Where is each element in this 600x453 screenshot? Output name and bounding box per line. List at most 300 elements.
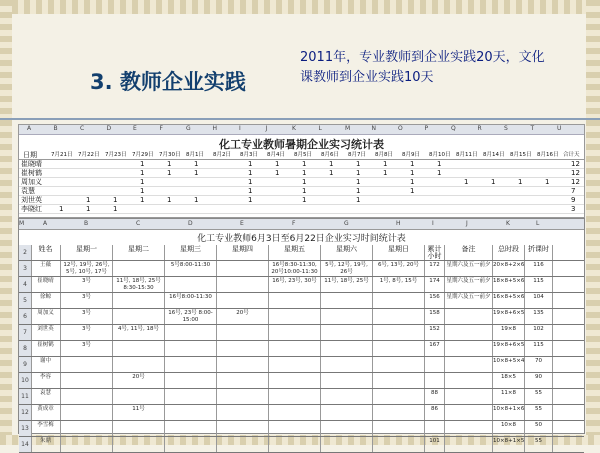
data-cell: 1号, 8号, 15号 [373,277,425,292]
total-cell: 9 [571,196,576,204]
row-number: 10 [19,373,32,388]
data-cell [217,373,269,388]
data-cell [373,293,425,308]
row-number: 7 [19,325,32,340]
table-title: 化工专业教师暑期企业实习统计表 [219,138,384,151]
data-cell [113,341,165,356]
decorative-border-top [0,0,600,14]
data-cell [269,325,321,340]
column-letter: B [84,220,89,227]
table-grid [19,245,584,453]
data-cell: 55 [525,405,553,420]
mark-cell: 1 [248,178,253,186]
data-cell: 11号 [113,405,165,420]
total-cell: 7 [571,187,576,195]
column-letter: D [188,220,193,227]
table-title: 化工专业教师6月3日至6月22日企业实习时间统计表 [197,234,406,244]
data-cell: 16号, 23号, 30号 [269,277,321,292]
data-cell: 李雪梅 [31,421,61,436]
data-cell: 3号 [61,325,113,340]
column-letter: L [536,220,540,227]
column-letter: G [186,125,191,132]
mark-cell: 1 [410,160,415,168]
header-cell: 星期一 [61,245,113,260]
data-cell [269,421,321,436]
data-cell: 16×8+5×6 [493,293,525,308]
mark-cell: 1 [248,160,253,168]
column-header-bar [19,125,584,135]
column-letter: C [136,220,141,227]
date-cell: 8月10日 [429,152,451,158]
column-letter: M [19,220,25,227]
date-cell: 7月21日 [51,152,73,158]
data-cell: 11×8 [493,389,525,404]
table-row [19,389,584,405]
data-cell [217,341,269,356]
data-cell [217,277,269,292]
date-cell: 7月30日 [159,152,181,158]
date-cell: 8月9日 [402,152,420,158]
header-cell: 总时段 [493,245,525,260]
data-cell [445,389,493,404]
data-cell [113,261,165,276]
data-cell [321,341,373,356]
date-label: 日期 [23,151,37,159]
table-row [19,261,584,277]
data-cell: 115 [525,341,553,356]
name-cell: 李晓红 [21,205,42,213]
data-cell: 19×8 [493,325,525,340]
header-cell: 折课时 [525,245,553,260]
data-cell [321,357,373,372]
column-letter: K [292,125,296,132]
data-cell [425,357,445,372]
data-cell: 19×8+6×5 [493,341,525,356]
mark-cell: 1 [194,196,199,204]
data-cell: 152 [425,325,445,340]
mark-cell: 1 [248,169,253,177]
mark-cell: 1 [248,187,253,195]
row-number: 11 [19,389,32,404]
date-cell: 7月22日 [78,152,100,158]
mark-cell: 1 [140,187,145,195]
date-cell: 8月5日 [294,152,312,158]
date-cell: 8月14日 [483,152,505,158]
data-cell [113,421,165,436]
mark-cell: 1 [140,178,145,186]
data-cell [269,293,321,308]
column-letter: D [106,125,112,132]
data-cell: 158 [425,309,445,324]
table-row [19,178,584,187]
data-cell [321,325,373,340]
name-cell: 周加义 [21,178,42,186]
data-cell [445,325,493,340]
data-cell [373,373,425,388]
table-row [19,160,584,169]
data-cell [61,389,113,404]
data-cell [373,325,425,340]
data-cell [373,405,425,420]
mark-cell: 1 [59,205,64,213]
data-cell: 20号 [113,373,165,388]
data-cell [165,389,217,404]
data-cell [165,373,217,388]
mark-cell: 1 [410,169,415,177]
mark-cell: 1 [86,205,91,213]
data-cell [113,389,165,404]
data-cell [269,373,321,388]
data-cell: 星期六及五一前夕 [445,293,493,308]
name-cell: 崔树鹤 [21,169,42,177]
row-number: 4 [19,277,32,292]
data-cell [445,309,493,324]
table-row [19,169,584,178]
data-cell: 90 [525,373,553,388]
data-cell: 10×8+1×6 [493,405,525,420]
data-cell [269,309,321,324]
date-cell: 8月3日 [240,152,258,158]
data-cell [373,389,425,404]
divider [0,118,600,120]
data-cell: 104 [525,293,553,308]
mark-cell: 1 [302,178,307,186]
data-cell: 16号8:30-11:30, 20号10:00-11:30 [269,261,321,276]
table-row [19,437,584,453]
table-row [19,309,584,325]
data-cell: 5号, 12号, 19号, 26号 [321,261,373,276]
data-cell [373,341,425,356]
data-cell: 5号8:00-11:30 [165,261,217,276]
data-cell [165,341,217,356]
data-cell [445,421,493,436]
mark-cell: 1 [167,196,172,204]
data-cell [321,389,373,404]
table-row [19,341,584,357]
data-cell: 16号8:00-11:30 [165,293,217,308]
data-cell: 3号 [61,293,113,308]
column-letter: L [318,125,322,132]
data-cell: 10×8 [493,421,525,436]
data-cell [445,357,493,372]
data-cell: 19×8+6×5 [493,309,525,324]
name-cell: 刘世英 [21,196,42,204]
data-cell: 崔晓晴 [31,277,61,292]
data-cell: 崔树鹤 [31,341,61,356]
data-cell: 167 [425,341,445,356]
total-cell: 12 [571,169,580,177]
data-cell [321,405,373,420]
data-cell [217,293,269,308]
column-letter: A [27,125,32,132]
column-letter: B [53,125,58,132]
data-cell: 18×5 [493,373,525,388]
data-cell: 55 [525,437,553,452]
row-number: 13 [19,421,32,436]
date-cell: 7月23日 [105,152,127,158]
data-cell [445,373,493,388]
data-cell: 6号, 13号, 20号 [373,261,425,276]
data-cell: 袁慧 [31,389,61,404]
date-cell: 8月6日 [321,152,339,158]
mark-cell: 1 [302,169,307,177]
row-number: 14 [19,437,32,452]
mark-cell: 1 [113,196,118,204]
data-cell [165,357,217,372]
total-label: 合计天 [563,152,580,158]
data-cell: 星期六及五一前夕 [445,261,493,276]
data-cell [61,373,113,388]
date-cell: 8月16日 [537,152,559,158]
column-letter: C [80,125,85,132]
data-cell: 116 [525,261,553,276]
column-letter: F [292,220,296,227]
header-cell: 星期五 [269,245,321,260]
table-row [19,357,584,373]
mark-cell: 1 [356,169,361,177]
column-letter: J [265,125,268,132]
table-row [19,405,584,421]
mark-cell: 1 [113,205,118,213]
mark-cell: 1 [383,160,388,168]
column-letter: E [240,220,244,227]
table-row [19,421,584,437]
column-header-bar [19,219,584,230]
mark-cell: 1 [518,178,523,186]
data-cell: 156 [425,293,445,308]
table-row [19,293,584,309]
mark-cell: 1 [302,187,307,195]
header-cell: 星期二 [113,245,165,260]
data-cell [165,405,217,420]
header-cell: 星期六 [321,245,373,260]
mark-cell: 1 [194,169,199,177]
data-cell [445,341,493,356]
column-letter: K [506,220,510,227]
data-cell [217,421,269,436]
data-cell: 王薇 [31,261,61,276]
mark-cell: 1 [140,160,145,168]
data-cell [217,325,269,340]
data-cell: 4号, 11号, 18号 [113,325,165,340]
table-row [19,373,584,389]
data-cell: 朱鼎 [31,437,61,452]
data-cell: 徐鲸 [31,293,61,308]
data-cell: 101 [425,437,445,452]
mark-cell: 1 [410,187,415,195]
column-letter: I [239,125,241,132]
header-row [19,245,584,261]
mark-cell: 1 [140,169,145,177]
data-cell [269,405,321,420]
row-number: 9 [19,357,32,372]
table-row [19,187,584,196]
data-cell: 3号 [61,341,113,356]
june-internship-table [18,218,585,448]
column-letter: H [212,125,218,132]
mark-cell: 1 [194,160,199,168]
header-cell: 星期日 [373,245,425,260]
data-cell [269,357,321,372]
data-cell [61,357,113,372]
mark-cell: 1 [356,178,361,186]
mark-cell: 1 [329,160,334,168]
data-cell [217,405,269,420]
row-number: 3 [19,261,32,276]
row-number: 8 [19,341,32,356]
data-cell: 黄成章 [31,405,61,420]
data-cell: 刘世英 [31,325,61,340]
mark-cell: 1 [383,169,388,177]
date-cell: 8月4日 [267,152,285,158]
column-letter: J [466,220,468,227]
table-row [19,205,584,214]
date-cell: 8月15日 [510,152,532,158]
mark-cell: 1 [437,160,442,168]
date-cell: 8月8日 [375,152,393,158]
data-cell [113,309,165,324]
data-cell: 70 [525,357,553,372]
mark-cell: 1 [491,178,496,186]
mark-cell: 1 [410,178,415,186]
data-cell: 88 [425,389,445,404]
data-cell: 谢中 [31,357,61,372]
column-letter: M [345,125,351,132]
mark-cell: 1 [356,187,361,195]
total-cell: 12 [571,160,580,168]
data-cell: 115 [525,277,553,292]
data-cell [321,421,373,436]
header-cell: 备注 [445,245,493,260]
data-cell: 周加义 [31,309,61,324]
data-cell [217,389,269,404]
name-cell: 崔晓晴 [21,160,42,168]
data-cell: 3号 [61,277,113,292]
data-cell: 86 [425,405,445,420]
name-cell: 袁慧 [21,187,35,195]
column-letter: Q [451,125,456,132]
mark-cell: 1 [545,178,550,186]
mark-cell: 1 [275,169,280,177]
row-number: 5 [19,293,32,308]
mark-cell: 1 [356,160,361,168]
data-cell: 20×8+2×6 [493,261,525,276]
mark-cell: 1 [302,196,307,204]
date-cell: 8月1日 [186,152,204,158]
header-cell: 姓名 [31,245,61,260]
table-row [19,196,584,205]
data-cell: 10×8+5×4 [493,357,525,372]
decorative-border-right [586,0,600,445]
mark-cell: 1 [329,169,334,177]
data-cell [373,357,425,372]
total-cell: 12 [571,178,580,186]
mark-cell: 1 [275,160,280,168]
data-cell: 18×8+5×6 [493,277,525,292]
slide-title: 3. 教师企业实践 [90,70,246,94]
data-cell [321,373,373,388]
mark-cell: 1 [464,178,469,186]
column-letter: U [557,125,562,132]
data-cell: 55 [525,389,553,404]
data-cell [165,277,217,292]
slide-note: 2011年，专业教师到企业实践20天，文化课教师到企业实践10天 [300,50,545,85]
data-cell [165,421,217,436]
data-cell [113,357,165,372]
data-cell: 12号, 19号, 26号, 5号, 10号, 17号 [61,261,113,276]
column-letter: R [477,125,482,132]
header-cell: 星期四 [217,245,269,260]
mark-cell: 1 [167,160,172,168]
column-letter: S [504,125,508,132]
mark-cell: 1 [86,196,91,204]
data-cell: 3号 [61,309,113,324]
data-cell [61,405,113,420]
header-cell: 累计小时 [425,245,445,260]
date-header-row [19,151,584,160]
total-cell: 3 [571,205,576,213]
table-row [19,277,584,293]
data-cell [425,421,445,436]
data-cell [217,357,269,372]
column-letter: H [396,220,401,227]
date-cell: 8月7日 [348,152,366,158]
header-cell: 星期三 [165,245,217,260]
date-cell: 8月2日 [213,152,231,158]
data-cell [321,293,373,308]
data-cell [217,261,269,276]
table-row [19,325,584,341]
mark-cell: 1 [437,169,442,177]
data-cell [321,309,373,324]
summer-internship-table [18,124,585,218]
data-cell [373,309,425,324]
data-cell [269,389,321,404]
decorative-border-left [0,0,12,445]
data-cell: 16号, 23号 8:00-15:00 [165,309,217,324]
data-cell: 135 [525,309,553,324]
data-cell [373,421,425,436]
data-cell: 102 [525,325,553,340]
data-cell [113,293,165,308]
column-letter: N [371,125,376,132]
row-number: 6 [19,309,32,324]
column-letter: T [530,125,535,132]
data-cell: 李容 [31,373,61,388]
data-cell [425,373,445,388]
row-number: 2 [19,245,32,260]
mark-cell: 1 [302,160,307,168]
data-cell: 172 [425,261,445,276]
column-letter: O [398,125,403,132]
mark-cell: 1 [140,196,145,204]
data-cell: 50 [525,421,553,436]
data-cell [61,421,113,436]
row-number: 12 [19,405,32,420]
data-cell [445,405,493,420]
data-cell: 10×8+1×5 [493,437,525,452]
column-letter: A [43,220,48,227]
data-cell: 174 [425,277,445,292]
date-cell: 8月11日 [456,152,478,158]
mark-cell: 1 [167,169,172,177]
column-letter: F [159,125,163,132]
date-cell: 7月29日 [132,152,154,158]
mark-cell: 1 [356,196,361,204]
mark-cell: 1 [248,196,253,204]
column-letter: I [432,220,434,227]
column-letter: E [133,125,137,132]
